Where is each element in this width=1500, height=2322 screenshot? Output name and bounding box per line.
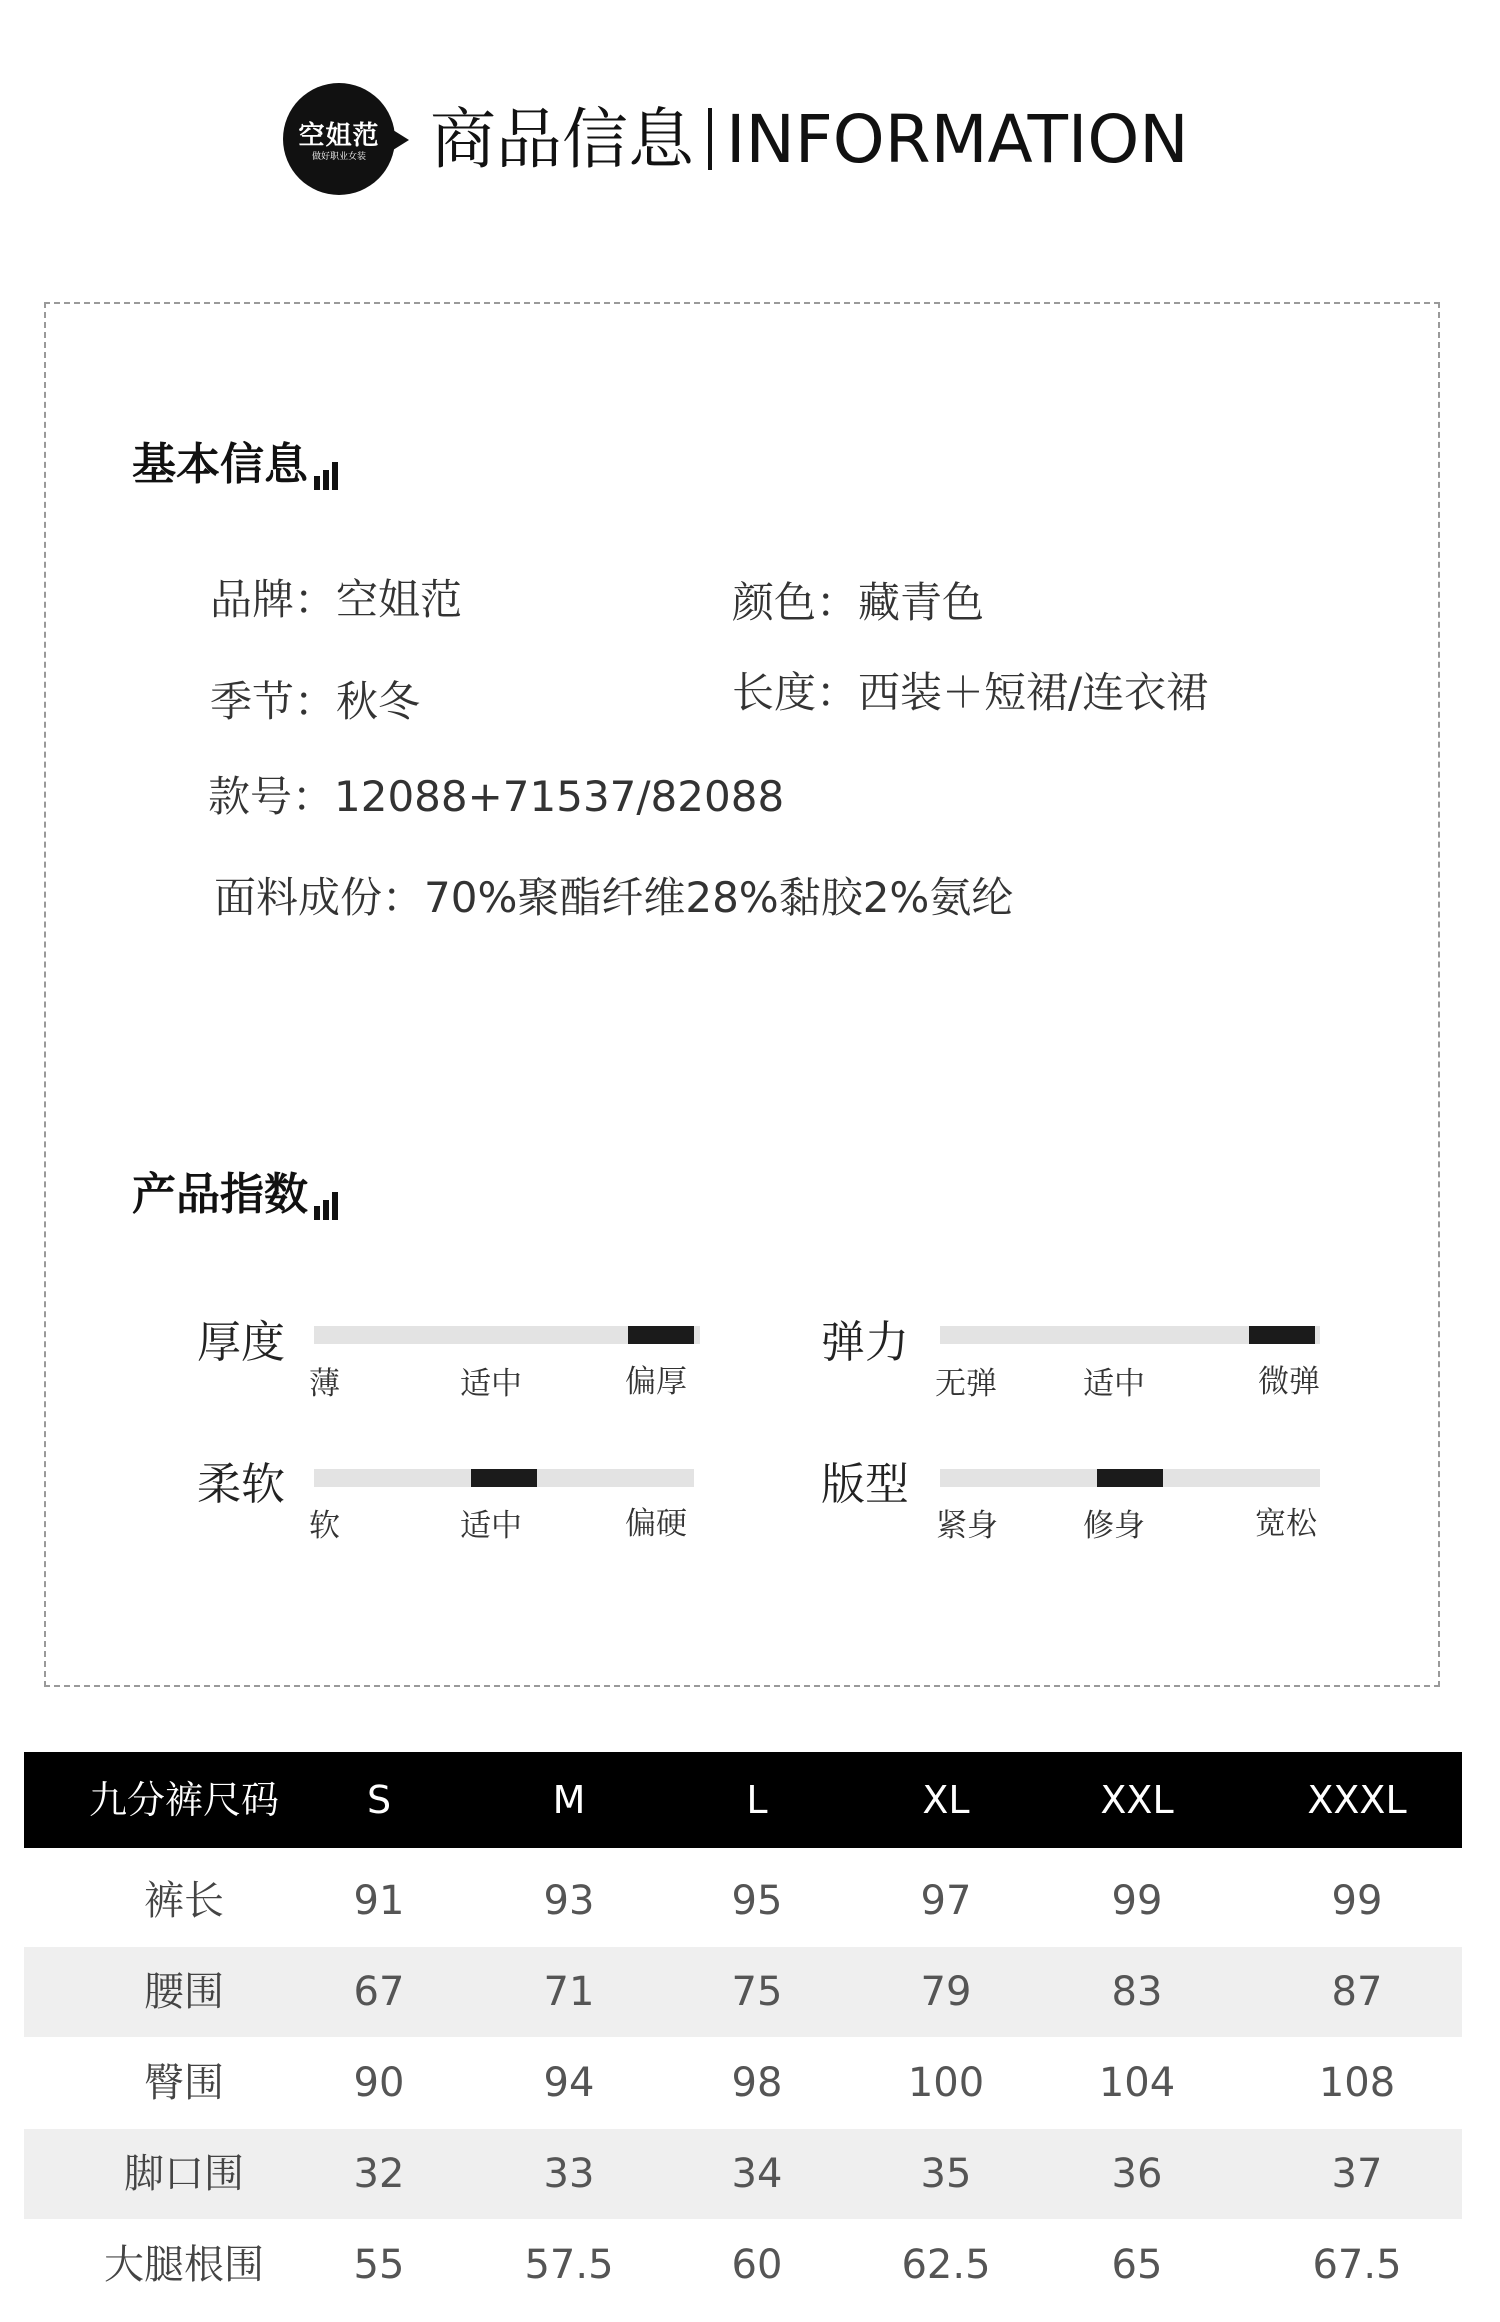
- table-cell: 108: [1318, 2060, 1396, 2106]
- table-cell: 65: [1111, 2242, 1163, 2288]
- table-row: [24, 1856, 1462, 1946]
- table-cell: 93: [543, 1878, 595, 1924]
- table-cell: 100: [907, 2060, 985, 2106]
- elasticity-tick-high: 微弹: [1258, 1364, 1320, 1400]
- row-label: 腰围: [144, 1969, 224, 2015]
- table-cell: 34: [731, 2151, 783, 2197]
- fit-marker: [1097, 1469, 1163, 1487]
- brand-logo: [283, 83, 395, 195]
- style-number-field: 款号：12088+71537/82088: [208, 772, 785, 821]
- table-cell: 79: [920, 1969, 972, 2015]
- row-label: 脚口围: [124, 2151, 244, 2197]
- season-field: 季节：秋冬: [210, 677, 421, 726]
- table-cell: 104: [1098, 2060, 1176, 2106]
- elasticity-tick-low: 无弹: [935, 1366, 997, 1402]
- title-cn: 商品信息: [430, 101, 694, 178]
- fit-tick-low: 紧身: [936, 1508, 998, 1544]
- table-cell: 94: [543, 2060, 595, 2106]
- size-header-cell: XL: [922, 1778, 970, 1822]
- row-label: 大腿根围: [104, 2242, 264, 2288]
- table-cell: 67.5: [1312, 2242, 1402, 2288]
- elasticity-scale: [940, 1326, 1320, 1344]
- table-cell: 35: [920, 2151, 972, 2197]
- color-field: 颜色：藏青色: [732, 578, 985, 627]
- basic-info-title: 基本信息: [132, 439, 308, 490]
- softness-tick-low: 软: [309, 1508, 340, 1544]
- table-cell: 71: [543, 1969, 595, 2015]
- row-label: 臀围: [144, 2060, 224, 2106]
- table-cell: 57.5: [524, 2242, 614, 2288]
- brand-field: 品牌：空姐范: [210, 575, 463, 624]
- thickness-tick-mid: 适中: [460, 1366, 522, 1402]
- softness-marker: [471, 1469, 537, 1487]
- size-header-cell: L: [746, 1778, 768, 1822]
- size-table-corner-header: 九分裤尺码: [88, 1778, 279, 1822]
- fit-tick-mid: 修身: [1083, 1508, 1145, 1544]
- table-cell: 62.5: [901, 2242, 991, 2288]
- table-cell: 36: [1111, 2151, 1163, 2197]
- softness-scale: [314, 1469, 694, 1487]
- thickness-label: 厚度: [197, 1317, 285, 1368]
- elasticity-marker: [1249, 1326, 1315, 1344]
- thickness-tick-high: 偏厚: [625, 1364, 687, 1400]
- table-cell: 55: [353, 2242, 405, 2288]
- thickness-scale: [314, 1326, 700, 1344]
- size-header-cell: XXXL: [1307, 1778, 1407, 1822]
- row-label: 裤长: [144, 1878, 224, 1924]
- table-row: [24, 2220, 1462, 2310]
- table-row: [24, 1947, 1462, 2037]
- title-en: INFORMATION: [726, 101, 1189, 178]
- table-cell: 91: [353, 1878, 405, 1924]
- size-table-header: [24, 1752, 1462, 1848]
- table-cell: 98: [731, 2060, 783, 2106]
- product-index-heading: [132, 1158, 341, 1222]
- table-cell: 33: [543, 2151, 595, 2197]
- table-cell: 97: [920, 1878, 972, 1924]
- title-divider: [708, 108, 712, 170]
- table-cell: 99: [1331, 1878, 1383, 1924]
- fit-tick-high: 宽松: [1255, 1506, 1317, 1542]
- softness-label: 柔软: [197, 1459, 285, 1510]
- fabric-field: 面料成份：70%聚酯纤维28%黏胶2%氨纶: [214, 873, 1014, 922]
- table-cell: 83: [1111, 1969, 1163, 2015]
- basic-info-heading: [132, 428, 341, 492]
- elasticity-tick-mid: 适中: [1083, 1366, 1145, 1402]
- table-row: [24, 2129, 1462, 2219]
- table-cell: 37: [1331, 2151, 1383, 2197]
- table-cell: 95: [731, 1878, 783, 1924]
- table-cell: 75: [731, 1969, 783, 2015]
- table-cell: 90: [353, 2060, 405, 2106]
- product-index-title: 产品指数: [132, 1169, 308, 1220]
- logo-pointer-icon: [393, 130, 409, 150]
- size-header-cell: XXL: [1100, 1778, 1174, 1822]
- fit-scale: [940, 1469, 1320, 1487]
- table-cell: 87: [1331, 1969, 1383, 2015]
- length-field: 长度：西装＋短裙/连衣裙: [732, 668, 1209, 717]
- bar-chart-icon: [314, 439, 341, 490]
- size-header-cell: S: [366, 1778, 392, 1822]
- elasticity-label: 弹力: [821, 1317, 909, 1368]
- softness-tick-high: 偏硬: [625, 1506, 687, 1542]
- softness-tick-mid: 适中: [460, 1508, 522, 1544]
- table-cell: 67: [353, 1969, 405, 2015]
- bar-chart-icon: [314, 1169, 341, 1220]
- logo-subtext: 做好职业女装: [311, 152, 366, 162]
- table-cell: 32: [353, 2151, 405, 2197]
- logo-text: 空姐范: [298, 121, 380, 151]
- table-cell: 99: [1111, 1878, 1163, 1924]
- thickness-marker: [628, 1326, 694, 1344]
- size-header-cell: M: [552, 1778, 586, 1822]
- table-row: [24, 2038, 1462, 2128]
- fit-label: 版型: [821, 1459, 909, 1510]
- thickness-tick-low: 薄: [309, 1366, 340, 1402]
- page-title: [430, 100, 1189, 180]
- table-cell: 60: [731, 2242, 783, 2288]
